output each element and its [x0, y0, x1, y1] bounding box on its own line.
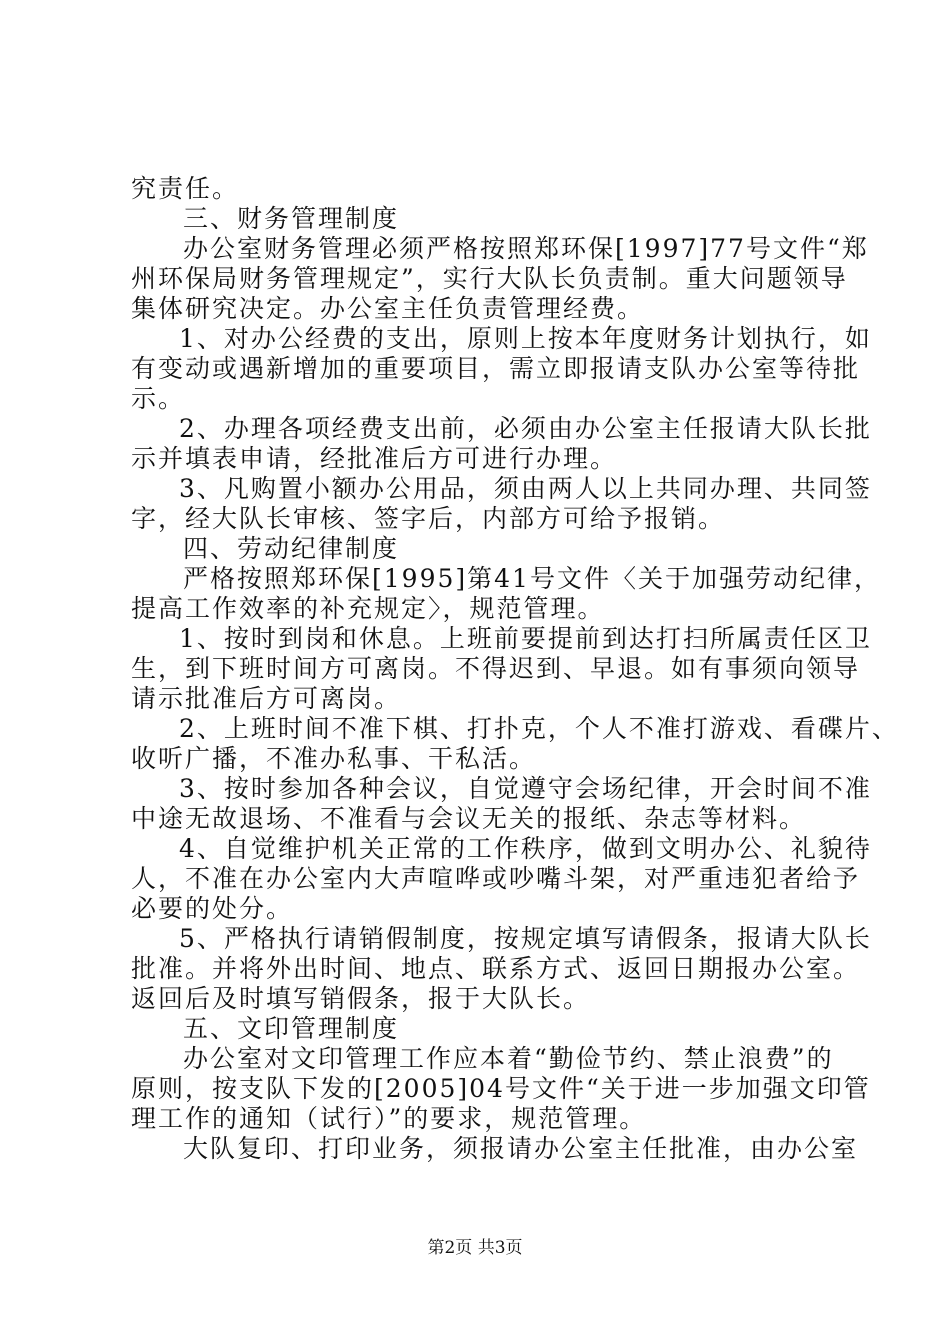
text-line: 收听广播，不准办私事、干私活。 [131, 744, 537, 773]
text-line: 3、按时参加各种会议，自觉遵守会场纪律，开会时间不准 [179, 774, 872, 803]
text-line: 办公室财务管理必须严格按照郑环保[1997]77号文件“郑 [183, 234, 869, 263]
text-line: 示。 [131, 384, 186, 413]
text-line: 请示批准后方可离岗。 [131, 684, 402, 713]
text-line: 生，到下班时间方可离岗。不得迟到、早退。如有事须向领导 [131, 654, 861, 683]
page-number-footer: 第2页 共3页 [427, 1238, 523, 1258]
text-line: 集体研究决定。办公室主任负责管理经费。 [131, 294, 645, 323]
section-heading: 五、文印管理制度 [183, 1014, 400, 1043]
text-line: 州环保局财务管理规定”，实行大队长负责制。重大问题领导 [131, 264, 848, 293]
text-line: 2、办理各项经费支出前，必须由办公室主任报请大队长批 [179, 414, 872, 443]
text-line: 中途无故退场、不准看与会议无关的报纸、杂志等材料。 [131, 804, 807, 833]
text-line: 理工作的通知（试行）”的要求，规范管理。 [131, 1104, 647, 1133]
document-body [131, 174, 899, 1164]
text-line: 大队复印、打印业务，须报请办公室主任批准，由办公室 [183, 1134, 859, 1163]
text-line: 究责任。 [131, 174, 240, 203]
text-line: 字，经大队长审核、签字后，内部方可给予报销。 [131, 504, 726, 533]
text-line: 5、严格执行请销假制度，按规定填写请假条，报请大队长 [179, 924, 872, 953]
text-line: 提高工作效率的补充规定〉，规范管理。 [131, 594, 605, 623]
text-line: 1、按时到岗和休息。上班前要提前到达打扫所属责任区卫 [179, 624, 872, 653]
text-line: 返回后及时填写销假条，报于大队长。 [131, 984, 591, 1013]
text-line: 示并填表申请，经批准后方可进行办理。 [131, 444, 618, 473]
section-heading: 三、财务管理制度 [183, 204, 400, 233]
text-line: 3、凡购置小额办公用品，须由两人以上共同办理、共同签 [179, 474, 872, 503]
text-line: 必要的处分。 [131, 894, 294, 923]
text-line: 批准。并将外出时间、地点、联系方式、返回日期报办公室。 [131, 954, 861, 983]
text-line: 人，不准在办公室内大声喧哗或吵嘴斗架，对严重违犯者给予 [131, 864, 861, 893]
text-line: 4、自觉维护机关正常的工作秩序，做到文明办公、礼貌待 [179, 834, 872, 863]
text-line: 2、上班时间不准下棋、打扑克，个人不准打游戏、看碟片、 [179, 714, 899, 743]
text-line: 1、对办公经费的支出，原则上按本年度财务计划执行，如 [179, 324, 872, 353]
text-line: 办公室对文印管理工作应本着“勤俭节约、禁止浪费”的 [183, 1044, 834, 1073]
section-heading: 四、劳动纪律制度 [183, 534, 400, 563]
text-line: 原则，按支队下发的[2005]04号文件“关于进一步加强文印管 [131, 1074, 871, 1103]
text-line: 有变动或遇新增加的重要项目，需立即报请支队办公室等待批 [131, 354, 861, 383]
text-line: 严格按照郑环保[1995]第41号文件〈关于加强劳动纪律， [183, 564, 881, 593]
